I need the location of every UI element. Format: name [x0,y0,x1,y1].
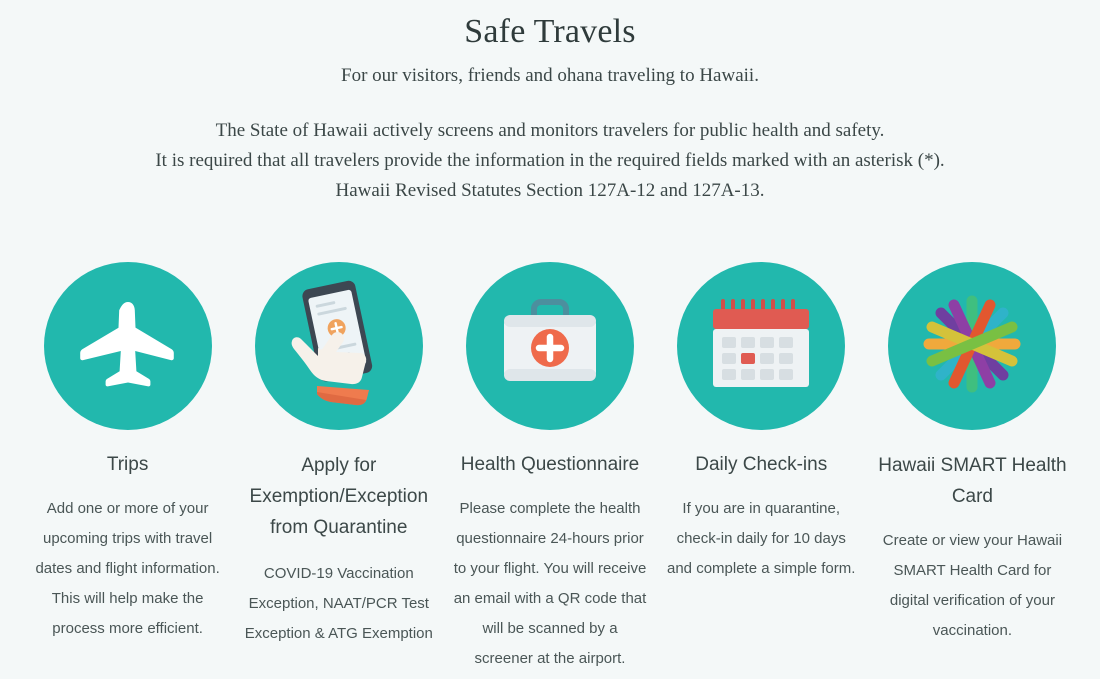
hand-holding-phone-icon [255,262,423,430]
page-intro-paragraph [0,116,1100,206]
card-smart-health-card-icon-circle[interactable] [888,262,1056,430]
card-daily-checkins-title: Daily Check-ins [695,454,828,475]
card-smart-health-card[interactable] [867,262,1078,646]
airplane-icon [73,294,183,399]
intro-line-1: The State of Hawaii actively screens and monitors travelers for public health and safety. [215,120,885,141]
intro-line-2: It is required that all travelers provide the information in the required fields marked with an asterisk (*). [155,150,945,171]
card-exemption[interactable] [233,262,444,649]
card-daily-checkins-description: If you are in quarantine, check-in daily for 10 days and complete a simple form. [667,500,856,577]
card-health-questionnaire-icon-circle[interactable] [466,262,634,430]
feature-cards [0,262,1100,674]
card-health-questionnaire-description: Please complete the health questionnaire 24-hours prior to your flight. You will receive an email with a QR code that will be scanned by a screener at the airport. [453,500,647,667]
smart-health-card-icon [910,285,1034,408]
first-aid-kit-icon [490,289,610,404]
calendar-icon [703,289,819,404]
page-subtitle: For our visitors, friends and ohana traveling to Hawaii. [341,65,759,86]
page-header [0,0,1100,206]
card-trips-title: Trips [106,454,149,475]
card-health-questionnaire[interactable] [444,262,655,674]
card-daily-checkins[interactable] [656,262,867,584]
page-title: Safe Travels [464,13,636,50]
intro-line-3: Hawaii Revised Statutes Section 127A-12 and 127A-13. [335,180,765,201]
card-smart-health-card-title: Hawaii SMART Health Card [878,455,1067,507]
card-trips-description: Add one or more of your upcoming trips with travel dates and flight information. This will help make the process more efficient. [35,500,220,637]
card-smart-health-card-description: Create or view your Hawaii SMART Health Card for digital verification of your vaccination. [882,532,1063,639]
card-exemption-icon-circle[interactable] [255,262,423,430]
card-health-questionnaire-title: Health Questionnaire [460,454,640,475]
card-trips-icon-circle[interactable] [44,262,212,430]
card-exemption-description: COVID-19 Vaccination Exception, NAAT/PCR Test Exception & ATG Exemption [244,565,433,642]
card-trips[interactable] [22,262,233,644]
card-daily-checkins-icon-circle[interactable] [677,262,845,430]
card-exemption-title: Apply for Exemption/Exception from Quarantine [249,455,429,538]
